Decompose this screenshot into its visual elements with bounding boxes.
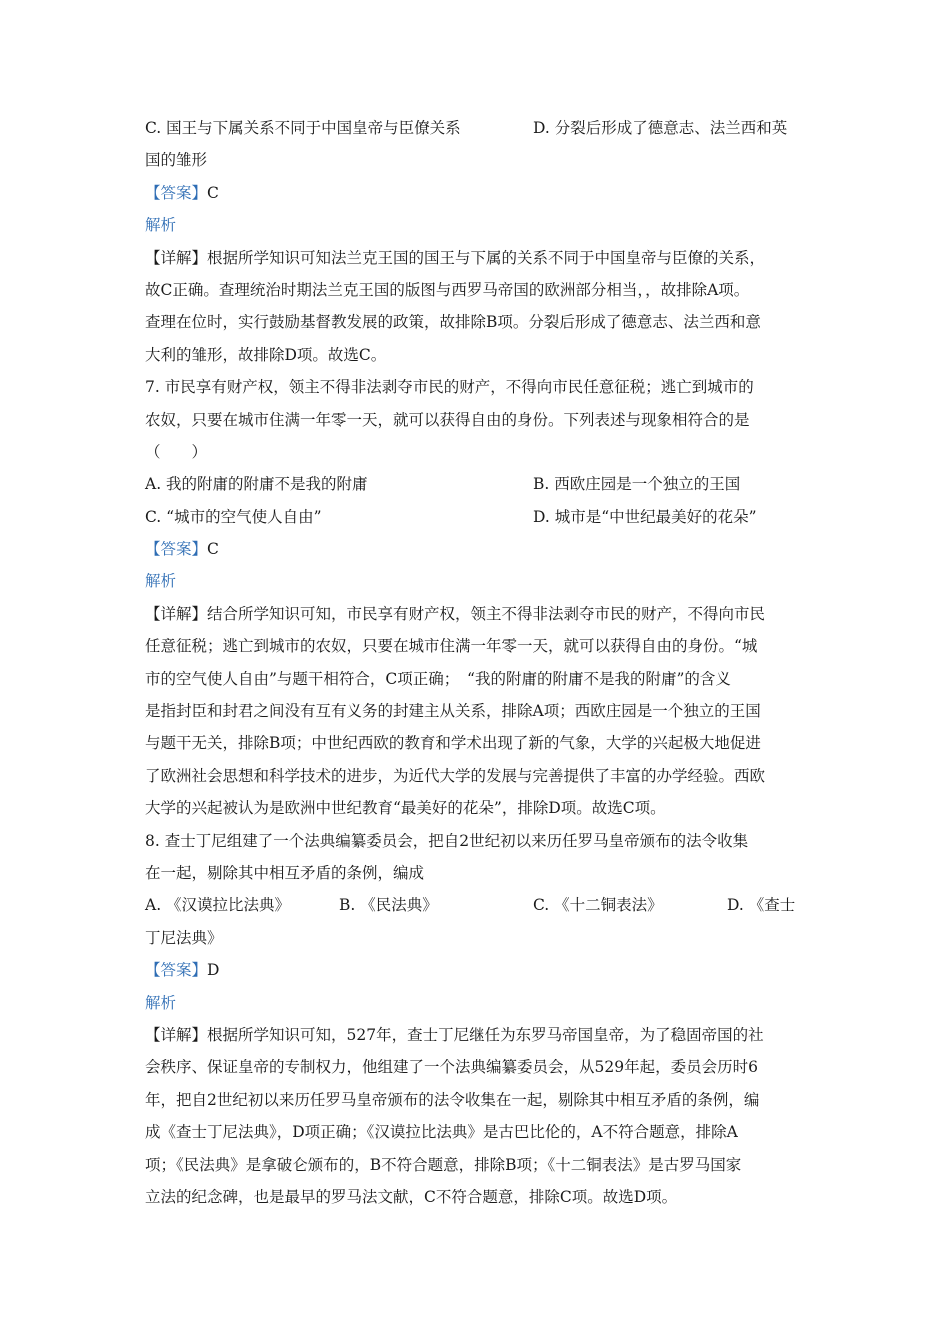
detail-line: 大学的兴起被认为是欧洲中世纪教育“最美好的花朵”，排除D项。故选C项。 — [145, 799, 666, 818]
answer-label: 【答案】 — [145, 961, 208, 980]
detail-line: 项；《民法典》是拿破仑颁布的，B不符合题意，排除B项；《十二铜表法》是古罗马国家 — [145, 1155, 742, 1174]
q6-options-cd — [145, 112, 810, 144]
detail-line: 了欧洲社会思想和科学技术的进步，为近代大学的发展与完善提供了丰富的办学经验。西欧 — [145, 766, 766, 785]
q6-answer — [145, 177, 810, 209]
q6-analysis-label: 解析 — [145, 216, 177, 235]
stem-line: （ ） — [145, 442, 208, 461]
stem-line: 8. 查士丁尼组建了一个法典编纂委员会，把自2世纪初以来历任罗马皇帝颁布的法令收集 — [145, 831, 749, 850]
q8-detail — [145, 1019, 810, 1213]
q7-answer — [145, 533, 810, 565]
stem-line: 农奴，只要在城市住满一年零一天，就可以获得自由的身份。下列表述与现象相符合的是 — [145, 410, 750, 429]
q8-option-b: B. 《民法典》 — [339, 896, 438, 915]
q7-options-ab — [145, 468, 810, 500]
answer-value: D — [207, 961, 220, 980]
detail-line: 查理在位时，实行鼓励基督教发展的政策，故排除B项。分裂后形成了德意志、法兰西和意 — [145, 313, 761, 332]
q8-analysis-label: 解析 — [145, 993, 177, 1012]
q7-option-c: C. “城市的空气使人自由” — [145, 507, 322, 526]
q7-option-a: A. 我的附庸的附庸不是我的附庸 — [145, 475, 368, 494]
q8-answer — [145, 954, 810, 986]
answer-label: 【答案】 — [145, 540, 208, 559]
detail-label: 【详解】 — [145, 248, 208, 267]
detail-line: 故C正确。查理统治时期法兰克王国的版图与西罗马帝国的欧洲部分相当，，故排除A项。 — [145, 280, 750, 299]
q7-detail — [145, 598, 810, 825]
q8-stem — [145, 825, 810, 890]
q8-option-a: A. 《汉谟拉比法典》 — [145, 896, 291, 915]
detail-label: 【详解】 — [145, 1025, 208, 1044]
detail-label: 【详解】 — [145, 604, 208, 623]
q8-option-d: D. 《查士 — [727, 896, 796, 915]
detail-line: 会秩序、保证皇帝的专制权力，他组建了一个法典编纂委员会，从529年起，委员会历时6 — [145, 1058, 758, 1077]
detail-line: 年，把自2世纪初以来历任罗马皇帝颁布的法令收集在一起，剔除其中相互矛盾的条例，编 — [145, 1090, 760, 1109]
q8-options — [145, 889, 810, 921]
answer-label: 【答案】 — [145, 183, 208, 202]
answer-value: C — [207, 540, 219, 559]
q7-option-b: B. 西欧庄园是一个独立的王国 — [533, 475, 741, 494]
detail-line: 根据所学知识可知，527年，查士丁尼继任为东罗马帝国皇帝，为了稳固帝国的社 — [207, 1025, 764, 1044]
detail-line: 立法的纪念碑，也是最早的罗马法文献，C不符合题意，排除C项。故选D项。 — [145, 1187, 678, 1206]
stem-line: 在一起，剔除其中相互矛盾的条例，编成 — [145, 863, 425, 882]
q6-detail — [145, 242, 810, 372]
q6-option-c: C. 国王与下属关系不同于中国皇帝与臣僚关系 — [145, 119, 461, 137]
q8-option-c: C. 《十二铜表法》 — [533, 896, 663, 915]
q7-option-d: D. 城市是“中世纪最美好的花朵” — [533, 507, 757, 526]
answer-value: C — [207, 183, 219, 202]
q8-option-d-continued: 丁尼法典》 — [145, 928, 223, 947]
q6-option-d-continued: 国的雏形 — [145, 151, 208, 170]
detail-line: 任意征税；逃亡到城市的农奴，只要在城市住满一年零一天，就可以获得自由的身份。“城 — [145, 637, 758, 656]
detail-line: 市的空气使人自由”与题干相符合，C项正确； “我的附庸的附庸不是我的附庸”的含义 — [145, 669, 731, 688]
q7-options-cd — [145, 501, 810, 533]
detail-line: 根据所学知识可知法兰克王国的国王与下属的关系不同于中国皇帝与臣僚的关系， — [207, 248, 766, 267]
q7-stem — [145, 371, 810, 468]
detail-line: 成《查士丁尼法典》，D项正确；《汉谟拉比法典》是古巴比伦的，A不符合题意，排除A — [145, 1123, 738, 1142]
q7-analysis-label: 解析 — [145, 572, 177, 591]
detail-line: 大利的雏形，故排除D项。故选C。 — [145, 345, 387, 364]
detail-line: 结合所学知识可知，市民享有财产权，领主不得非法剥夺市民的财产，不得向市民 — [207, 604, 766, 623]
detail-line: 是指封臣和封君之间没有互有义务的封建主从关系，排除A项；西欧庄园是一个独立的王国 — [145, 702, 761, 721]
document-page — [145, 112, 810, 1213]
detail-line: 与题干无关，排除B项；中世纪西欧的教育和学术出现了新的气象，大学的兴起极大地促进 — [145, 734, 761, 753]
q6-option-d: D. 分裂后形成了德意志、法兰西和英 — [533, 119, 788, 137]
stem-line: 7. 市民享有财产权，领主不得非法剥夺市民的财产，不得向市民任意征税；逃亡到城市的 — [145, 378, 754, 397]
